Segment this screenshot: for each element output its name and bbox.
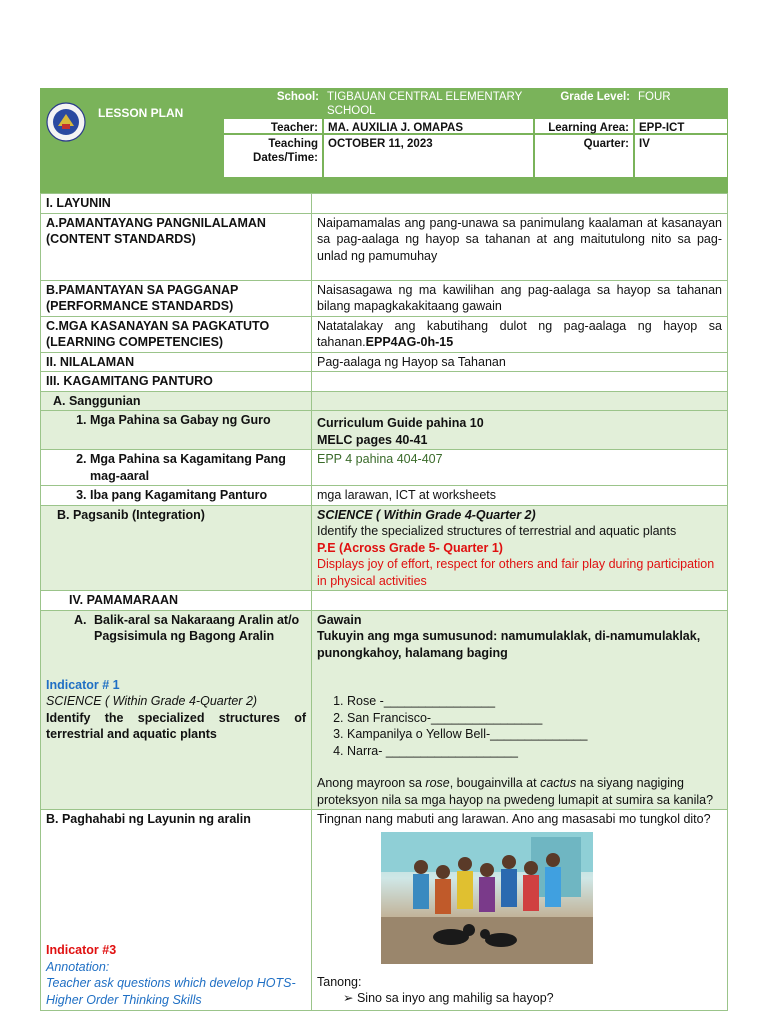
performance-standards-value: Naisasagawa ng ma kawilihan ang pag-aalaga sa hayop sa tahanan bilang mapagkakakitaang gawain [312,280,728,316]
teaching-dates-label: Teaching Dates/Time: [223,134,323,178]
indicator-1-science: SCIENCE ( Within Grade 4-Quarter 2) [46,694,258,708]
list-item: 3. Kampanilya o Yellow Bell-______________ [347,726,722,743]
layunin-heading: I. LAYUNIN [41,194,312,214]
table-row [41,316,728,352]
tingnan-text: Tingnan nang mabuti ang larawan. Ano ang masasabi mo tungkol dito? [317,812,711,826]
quarter-value: IV [634,134,728,178]
deped-seal-icon [46,102,86,142]
learning-area-value: EPP-ICT [634,118,728,134]
pagsanib-science: SCIENCE ( Within Grade 4-Quarter 2) [317,507,536,522]
teacher-label: Teacher: [223,118,323,134]
annotation-text: Teacher ask questions which develop HOTS-Higher Order Thinking Skills [46,976,296,1007]
gawain-question: Anong mayroon sa rose, bougainvilla at cactus na siyang nagiging proteksyon nila sa mga hayop na pwedeng lumapit at sumira sa kanila? [317,776,714,807]
mag-aaral-label: 2. Mga Pahina sa Kagamitang Pang mag-aaral [90,451,306,484]
lesson-plan-table [40,193,728,1011]
children-with-dogs-photo [381,832,593,964]
table-row: A. Balik-aral sa Nakaraang Aralin at/o Pagsisimula ng Bagong Aralin Indicator # 1 SCIENCE ( Within Grade 4-Quarter 2) Identify the specialized structures of terrestrial and aquatic plants Gawain Tukuyin ang mga sumusunod: namumulaklak, di-namumulaklak, punongkahoy, halamang baging 1. Rose -________________ 2. San Francisco-________________ 3. Kampanilya o Yellow Bell-______________ 4. Narra- ___________________ Anong mayroon sa rose, bougainvilla at cactus na siyang nagiging proteksyon nila sa mga hayop na pwedeng lumapit at sumira sa kanila? [41,610,728,810]
pagsanib-science-text: Identify the specialized structures of terrestrial and aquatic plants [317,524,677,538]
teacher-value: MA. AUXILIA J. OMAPAS [323,118,534,134]
balik-aral-label: Balik-aral sa Nakaraang Aralin at/o Pagsisimula ng Bagong Aralin [94,612,300,643]
table-row [41,194,728,214]
competencies-label: C.MGA KASANAYAN SA PAGKATUTO (LEARNING COMPETENCIES) [41,316,312,352]
competencies-value: Natatalakay ang kabutihang dulot ng pag-aalaga ng hayop sa tahanan. [317,318,722,349]
table-row [41,213,728,280]
tanong-list [317,990,722,1007]
competencies-cell [312,316,728,352]
gawain-instruction: Tukuyin ang mga sumusunod: namumulaklak, di-namumulaklak, punongkahoy, halamang baging [317,629,701,660]
iba-value: mga larawan, ICT at worksheets [312,486,728,506]
table-row [41,391,728,411]
table-row [41,810,728,1011]
indicator-1: Indicator # 1 [46,677,120,692]
tanong-label: Tanong: [317,974,362,989]
pagsanib-pe-text: Displays joy of effort, respect for others and fair play during participation in physical activities [317,557,715,588]
mag-aaral-value: EPP 4 pahina 404-407 [312,450,728,486]
performance-standards-label: B.PAMANTAYAN SA PAGGANAP (PERFORMANCE STANDARDS) [41,280,312,316]
annotation-label: Annotation: [46,959,110,974]
kagamitan-label: III. KAGAMITANG PANTURO [41,372,312,392]
iba-label: 3. Iba pang Kagamitang Panturo [90,487,306,504]
gabay-value-1: Curriculum Guide pahina 10 [317,416,484,430]
gawain-list [317,693,722,759]
table-row [41,372,728,392]
gabay-value-2: MELC pages 40-41 [317,432,428,447]
school-value: TIGBAUAN CENTRAL ELEMENTARY SCHOOL [327,91,523,117]
indicator-1-text: Identify the specialized structures of terrestrial and aquatic plants [46,710,306,741]
pagsanib-pe: P.E (Across Grade 5- Quarter 1) [317,540,503,555]
content-standards-value: Naipamamalas ang pang-unawa sa panimulang kaalaman at kasanayan sa pag-aalaga ng hayop sa tahanan at ang maitutulong nito sa pag-unlad ng pamumuhay [312,213,728,280]
competency-code: EPP4AG-0h-15 [365,335,454,349]
table-row [41,591,728,611]
table-row [41,486,728,506]
nilalaman-value: Pag-aalaga ng Hayop sa Tahanan [312,352,728,372]
table-row [41,505,728,591]
teaching-dates-value: OCTOBER 11, 2023 [323,134,534,178]
list-item: 1. Rose -________________ [347,693,722,710]
lesson-plan-title: LESSON PLAN [98,106,184,120]
indicator-3: Indicator #3 [46,943,117,957]
table-row [41,450,728,486]
list-item: 4. Narra- ___________________ [347,743,722,760]
gabay-label: 1. Mga Pahina sa Gabay ng Guro [90,412,306,429]
quarter-label: Quarter: [534,134,634,178]
table-row [41,352,728,372]
pamamaraan-label: IV. PAMAMARAAN [41,591,312,611]
paghahabi-label: B. Paghahabi ng Layunin ng aralin [46,812,251,826]
nilalaman-label: II. NILALAMAN [41,352,312,372]
sanggunian-label: A. Sanggunian [41,391,312,411]
learning-area-label: Learning Area: [534,118,634,134]
content-standards-label: A.PAMANTAYANG PANGNILALAMAN (CONTENT STANDARDS) [41,213,312,280]
school-label: School: [276,91,319,103]
table-row [41,280,728,316]
table-row [41,411,728,450]
header-divider-band [40,178,728,193]
lesson-plan-header [40,88,728,178]
list-item: ➢ Sino sa inyo ang mahilig sa hayop? [343,990,722,1007]
pagsanib-label: B. Pagsanib (Integration) [41,505,312,591]
grade-level-label: Grade Level: [560,91,630,103]
grade-level-value: FOUR [638,91,671,103]
list-item: 2. San Francisco-________________ [347,710,722,727]
gawain-title: Gawain [317,612,362,627]
